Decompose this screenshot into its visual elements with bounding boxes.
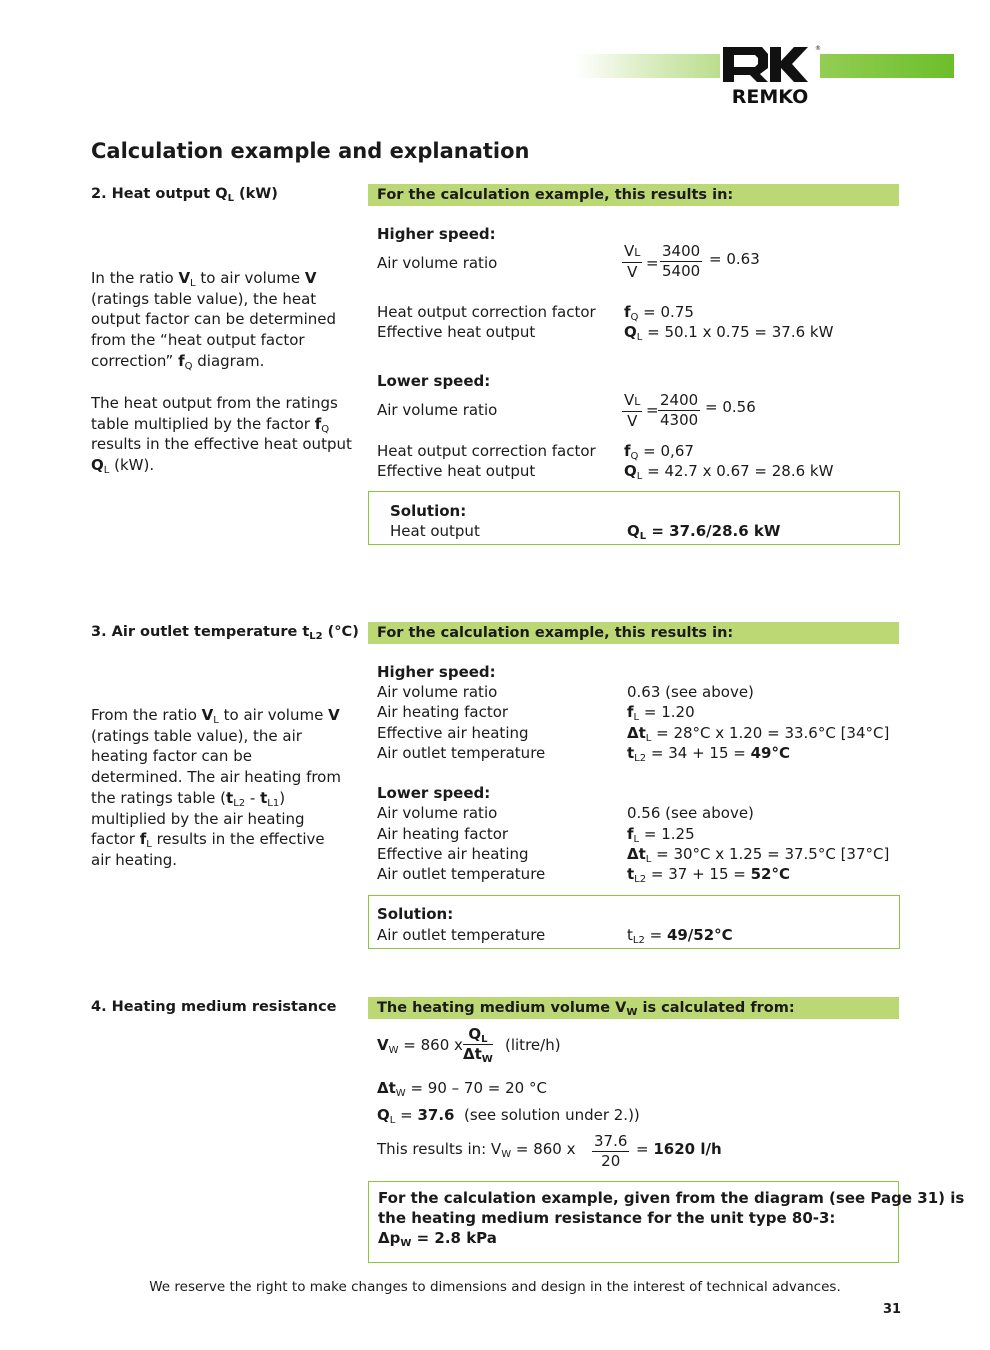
s3-lower-r2-value: $f_L = 1.25$ [627,825,695,845]
s3-higher-r4-value: $t_{L2} = 34 + 15 = 49^\circ C$ [627,744,790,764]
svg-text:®: ® [815,45,821,52]
s4-formula-unit: (litre/h) [505,1036,561,1054]
s4-result-fraction: $\frac{37.6}{20}$ [594,1132,628,1170]
s2-higher-corr-value: $f_Q = 0.75$ [624,303,694,323]
s3-higher-title: Higher speed: [377,663,496,681]
section-4-heading: 4. Heating medium resistance [91,999,337,1015]
svg-text:REMKO: REMKO [731,86,809,108]
s3-solution-value: $t_{L2} = 49/52^\circ C$ [627,926,733,946]
s2-higher-title: Higher speed: [377,225,496,243]
s2-higher-eff-label: Effective heat output [377,323,536,341]
s3-higher-r4-label: Air outlet temperature [377,744,546,762]
s4-formula-lhs: $V_W = 860$ x [377,1036,463,1056]
section-4-bar: The heating medium volume $V_W$ is calculated from: [368,997,899,1019]
s4-result-value: = 1620 l/h [636,1140,722,1158]
s3-solution-title: Solution: [377,905,454,923]
footer-disclaimer: We reserve the right to make changes to dimensions and design in the interest of technical advances. [149,1279,841,1295]
s2-lower-eff-label: Effective heat output [377,462,536,480]
s2-lower-ratio-label: Air volume ratio [377,401,498,419]
s3-higher-r2-value: $f_L = 1.20$ [627,703,695,723]
s4-note-line-3: $\Delta p_W = 2.8$ kPa [378,1229,497,1249]
page-number: 31 [883,1302,902,1317]
s3-lower-r4-value: $t_{L2} = 37 + 15 = 52^\circ C$ [627,865,790,885]
s2-lower-ratio-result: = 0.56 [705,398,756,416]
s4-delta-t: $\Delta t_W = 90 - 70 = 20$ °C [377,1079,547,1099]
s2-lower-ratio-symbol: $\frac{VL}{V}$ [624,391,641,430]
s3-lower-r3-label: Effective air heating [377,845,529,863]
section-3-paragraph: From the ratio $V_L$ to air volume V (ratings table value), the air heating factor can be determined. The air heating from the ratings table $(t_{L2} - t_{L1})$ multiplied by the air heating factor $f_L$ results in the effective air heating. [91,706,341,869]
section-2-paragraph-2: The heat output from the ratings table multiplied by the factor $f_Q$ results in the effective heat output $Q_L$ (kW). [91,394,352,477]
s3-lower-r1-value: 0.56 (see above) [627,804,754,822]
section-3-result-bar: For the calculation example, this results in: [368,622,899,644]
s3-lower-r3-value: $\Delta t_L = 30^\circ C$ x 1.25 = 37.5°C [37°C] [627,845,890,865]
s2-lower-title: Lower speed: [377,372,491,390]
s2-lower-eff-value: $Q_L = 42.7$ x 0.67 = 28.6 kW [624,462,834,482]
s4-note-line-2: the heating medium resistance for the unit type 80-3: [378,1209,836,1227]
section-2-paragraph-1: In the ratio $V_L$ to air volume V (ratings table value), the heat output factor can be determined from the “heat output factor correction” $f_Q$ diagram. [91,269,336,372]
s2-lower-eq: = [646,401,659,419]
s3-higher-r2-label: Air heating factor [377,703,509,721]
s3-lower-title: Lower speed: [377,784,491,802]
s3-lower-r2-label: Air heating factor [377,825,509,843]
section-3-heading: 3. Air outlet temperature $t_{L2}$ (°C) [91,624,359,642]
page-title: Calculation example and explanation [91,139,530,163]
s3-higher-r3-value: $\Delta t_L = 28^\circ C$ x 1.20 = 33.6°C [34°C] [627,724,890,744]
brand-logo [720,44,820,106]
s2-higher-eq: = [646,254,659,272]
section-2-result-bar: For the calculation example, this results in: [368,184,899,206]
s2-lower-corr-label: Heat output correction factor [377,442,596,460]
s2-higher-corr-label: Heat output correction factor [377,303,596,321]
s2-solution-label: Heat output [390,522,480,540]
s2-higher-ratio-fraction: $\frac{3400}{5400}$ [662,242,701,280]
s3-lower-r1-label: Air volume ratio [377,804,498,822]
s4-q-value: $Q_L = 37.6$ (see solution under 2.)) [377,1106,640,1126]
section-2-heading: 2. Heat output $Q_L$ (kW) [91,186,278,204]
s3-higher-r1-label: Air volume ratio [377,683,498,701]
s2-higher-eff-value: $Q_L = 50.1$ x 0.75 = 37.6 kW [624,323,834,343]
s2-solution-value: $Q_L = 37.6/28.6$ kW [627,522,781,542]
s2-lower-corr-value: $f_Q = 0,67$ [624,442,694,462]
s2-solution-title: Solution: [390,502,467,520]
s3-solution-label: Air outlet temperature [377,926,546,944]
s2-higher-ratio-label: Air volume ratio [377,254,498,272]
s3-lower-r4-label: Air outlet temperature [377,865,546,883]
s4-formula-fraction: $Q_L$ $\Delta t_W$ [463,1025,493,1065]
s3-higher-r1-value: 0.63 (see above) [627,683,754,701]
s4-note-line-1: For the calculation example, given from the diagram (see Page 31) is [378,1189,965,1207]
s3-higher-r3-label: Effective air heating [377,724,529,742]
s4-result-lhs: This results in: $V_W = 860$ x [377,1140,576,1160]
s2-higher-ratio-symbol: $\frac{VL}{V}$ [624,242,641,281]
s2-higher-ratio-result: = 0.63 [709,250,760,268]
s2-lower-ratio-fraction: $\frac{2400}{4300}$ [660,391,699,429]
